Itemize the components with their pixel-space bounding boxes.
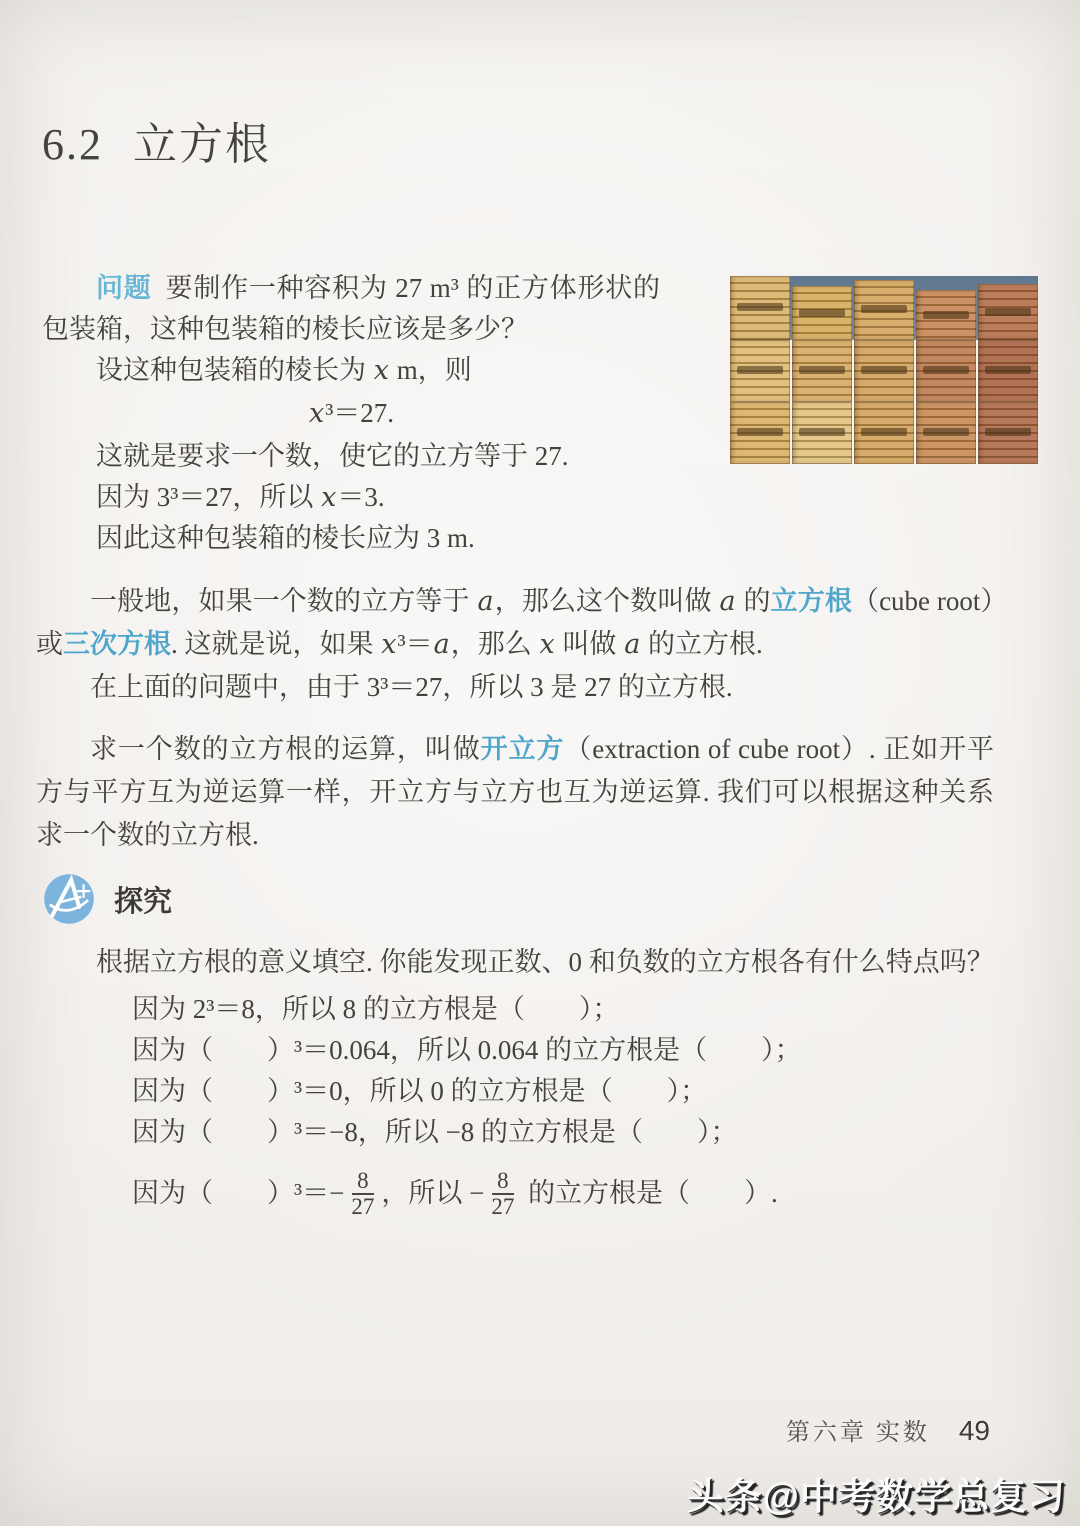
text-run: 一般地，如果一个数的立方等于	[90, 586, 477, 616]
crate	[854, 280, 914, 340]
crate-row	[730, 340, 1038, 402]
fraction-denominator: 27	[351, 1193, 375, 1219]
math-var-x: x	[373, 355, 389, 386]
crates-photo	[730, 276, 1038, 468]
fill-blank-item-fraction	[132, 1161, 994, 1225]
section-title	[42, 108, 271, 172]
crate	[792, 402, 852, 464]
section-number: 6.2	[42, 120, 103, 169]
page-footer	[786, 1412, 990, 1447]
definition-paragraph	[36, 580, 994, 666]
math-var-a: a	[719, 586, 736, 617]
crate-row	[730, 276, 1038, 340]
text-run: 设这种包装箱的棱长为	[96, 355, 373, 385]
footer-subject: 实数	[875, 1420, 930, 1446]
text-run: ＝3.	[337, 482, 385, 512]
math-var-a: a	[624, 629, 641, 660]
text-run: 的	[736, 586, 771, 616]
text-run: ，所以 −	[381, 1178, 485, 1208]
text-run: . 这就是说，如果	[171, 629, 381, 659]
crate	[730, 340, 790, 402]
math-var-x: x	[381, 629, 397, 660]
crate	[916, 340, 976, 402]
fraction-numerator: 8	[352, 1169, 374, 1195]
math-var-x: x	[308, 398, 325, 429]
math-var-x: x	[539, 629, 555, 660]
text-run: 叫做	[555, 629, 624, 659]
text-run: ³＝	[397, 629, 433, 659]
problem-text-column	[42, 268, 660, 559]
text-run: ³＝27.	[325, 398, 395, 428]
explore-label: 探究	[114, 885, 173, 918]
problem-line	[42, 477, 660, 518]
crate	[792, 286, 852, 340]
fill-blank-item: 因为（ ）³＝0，所以 0 的立方根是（ ）；	[132, 1076, 708, 1106]
text-run: （cube root）或	[36, 586, 995, 659]
problem-line: 这就是要求一个数，使它的立方等于 27.	[96, 441, 569, 471]
math-var-a: a	[477, 586, 494, 617]
watermark: 头条@中考数学总复习	[686, 1476, 1066, 1517]
text-run: 求一个数的立方根的运算，叫做	[90, 734, 481, 764]
text-run: 因为 3³＝27，所以	[96, 482, 321, 512]
explore-header	[42, 872, 994, 926]
explore-intro: 根据立方根的意义填空. 你能发现正数、0 和负数的立方根各有什么特点吗？	[96, 947, 994, 977]
problem-label: 问题	[96, 273, 152, 303]
page-number: 49	[958, 1415, 990, 1446]
explore-section	[42, 872, 994, 1225]
fill-blank-item: 因为（ ）³＝0.064，所以 0.064 的立方根是（ ）；	[132, 1035, 802, 1065]
fraction-8-27	[486, 1169, 519, 1219]
term-third-root: 三次方根	[63, 629, 171, 659]
equation-x-cubed	[42, 393, 660, 434]
problem-setup	[42, 350, 660, 391]
term-cube-root: 立方根	[770, 586, 852, 616]
operation-paragraph	[36, 728, 994, 857]
fill-blank-item: 因为 2³＝8，所以 8 的立方根是（ ）；	[132, 994, 620, 1024]
text-run: ，那么这个数叫做	[494, 586, 719, 616]
text-run: 的立方根是（ ）.	[521, 1178, 778, 1208]
fraction-8-27	[346, 1169, 379, 1219]
footer-chapter: 第六章	[785, 1420, 867, 1446]
crate	[792, 340, 852, 402]
math-var-x: x	[321, 482, 337, 513]
crate	[730, 276, 790, 340]
definition-example: 在上面的问题中，由于 3³＝27，所以 3 是 27 的立方根.	[90, 672, 733, 702]
text-run: （extraction of cube root）. 正如开平方与平方互为逆运算一样，开立方与立方也互为逆运算. 我们可以根据这种关系求一个数的立方根.	[36, 734, 995, 850]
text-run: 要制作一种容积为 27 m³ 的正方体形状的包装箱，这种包装箱的棱长应该是多少？	[42, 273, 660, 344]
text-run: ，那么	[450, 629, 539, 659]
crate	[978, 340, 1038, 402]
crate	[916, 402, 976, 464]
crate-row	[730, 402, 1038, 464]
crate	[730, 402, 790, 464]
crate	[854, 340, 914, 402]
section-title-text: 立方根	[133, 120, 271, 169]
crate	[978, 284, 1038, 340]
crate	[978, 402, 1038, 464]
math-var-a: a	[433, 629, 450, 660]
definition-section	[36, 580, 994, 709]
crate	[854, 402, 914, 464]
text-run: 因为（ ）³＝−	[132, 1178, 345, 1208]
fill-blank-item: 因为（ ）³＝−8，所以 −8 的立方根是（ ）；	[132, 1117, 738, 1147]
problem-line: 因此这种包装箱的棱长应为 3 m.	[96, 523, 475, 553]
problem-section	[42, 268, 1038, 559]
problem-intro	[42, 268, 660, 350]
term-extraction: 开立方	[480, 734, 565, 764]
text-run: m，则	[389, 355, 472, 385]
fraction-denominator: 27	[491, 1193, 515, 1219]
operation-section	[36, 728, 994, 857]
crate	[916, 290, 976, 340]
fraction-numerator: 8	[492, 1169, 514, 1195]
explore-compass-icon	[42, 872, 96, 926]
text-run: 的立方根.	[641, 629, 763, 659]
explore-items	[42, 989, 994, 1225]
